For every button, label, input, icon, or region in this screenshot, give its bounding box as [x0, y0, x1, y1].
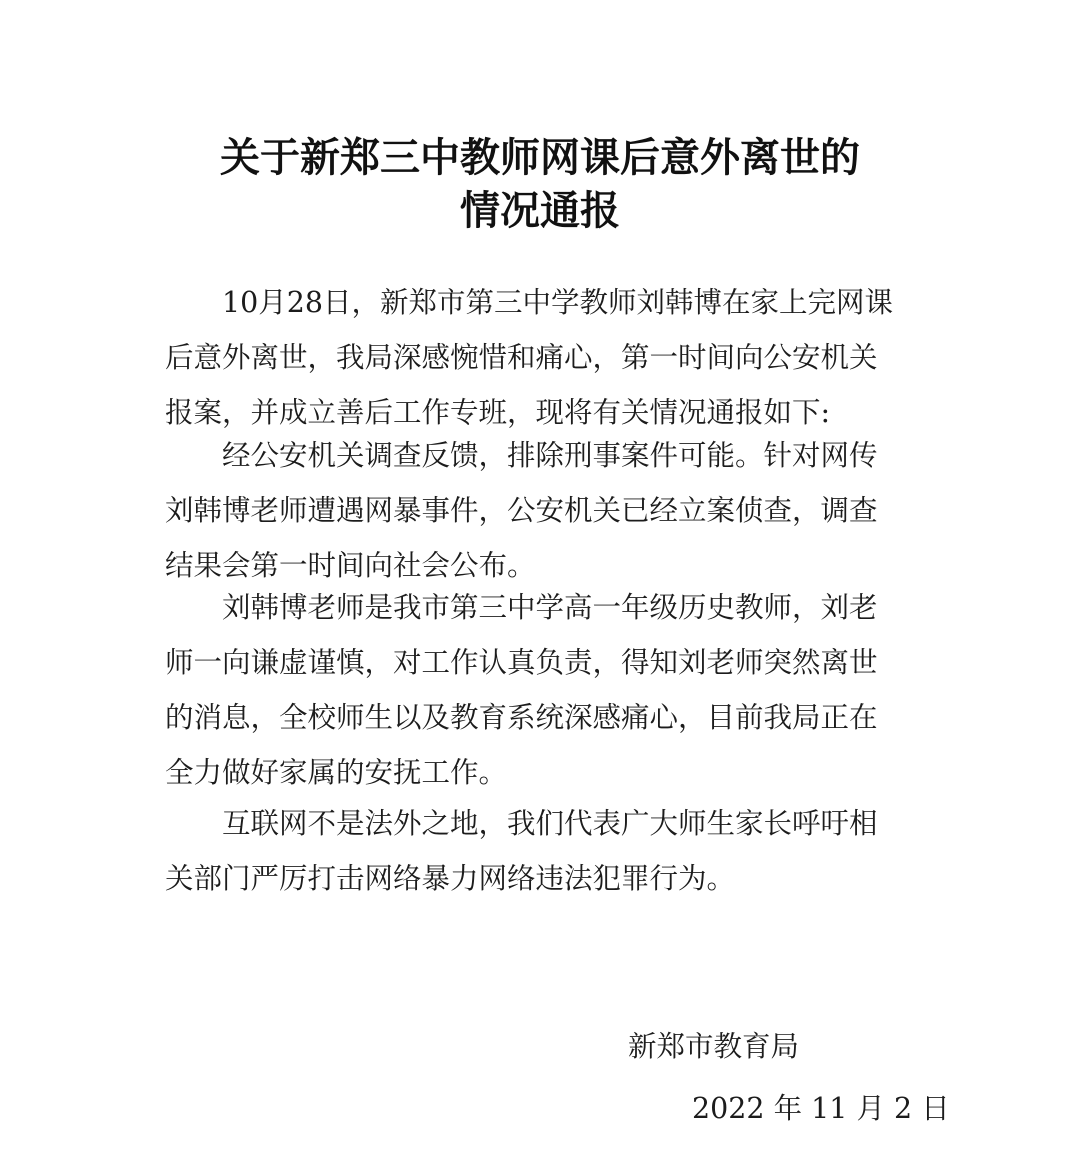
- paragraph-line: 关部门严厉打击网络暴力网络违法犯罪行为。: [165, 862, 736, 895]
- paragraph-4: [165, 796, 915, 906]
- paragraph-line: 报案，并成立善后工作专班，现将有关情况通报如下:: [165, 396, 831, 429]
- paragraph-line: 刘韩博老师是我市第三中学高一年级历史教师，刘老: [222, 591, 878, 624]
- paragraph-line: 的消息，全校师生以及教育系统深感痛心，目前我局正在: [165, 701, 878, 734]
- paragraph-2: [165, 428, 915, 593]
- paragraph-line: 10月28日，新郑市第三中学教师刘韩博在家上完网课: [222, 286, 894, 319]
- paragraph-1: [165, 275, 915, 440]
- signature-organization: 新郑市教育局: [628, 1030, 800, 1063]
- signature-date: 2022 年 11 月 2 日: [692, 1092, 950, 1125]
- paragraph-line: 经公安机关调查反馈，排除刑事案件可能。针对网传: [222, 439, 878, 472]
- paragraph-line: 师一向谦虚谨慎，对工作认真负责，得知刘老师突然离世: [165, 646, 878, 679]
- document-title-line-2: 情况通报: [460, 187, 620, 234]
- paragraph-3: [165, 580, 915, 800]
- paragraph-line: 刘韩博老师遭遇网暴事件，公安机关已经立案侦查，调查: [165, 494, 878, 527]
- paragraph-line: 后意外离世，我局深感惋惜和痛心，第一时间向公安机关: [165, 341, 878, 374]
- paragraph-line: 互联网不是法外之地，我们代表广大师生家长呼吁相: [222, 807, 878, 840]
- document-title-line-1: 关于新郑三中教师网课后意外离世的: [220, 134, 860, 181]
- paragraph-line: 全力做好家属的安抚工作。: [165, 756, 508, 789]
- paragraph-line: 结果会第一时间向社会公布。: [165, 549, 536, 582]
